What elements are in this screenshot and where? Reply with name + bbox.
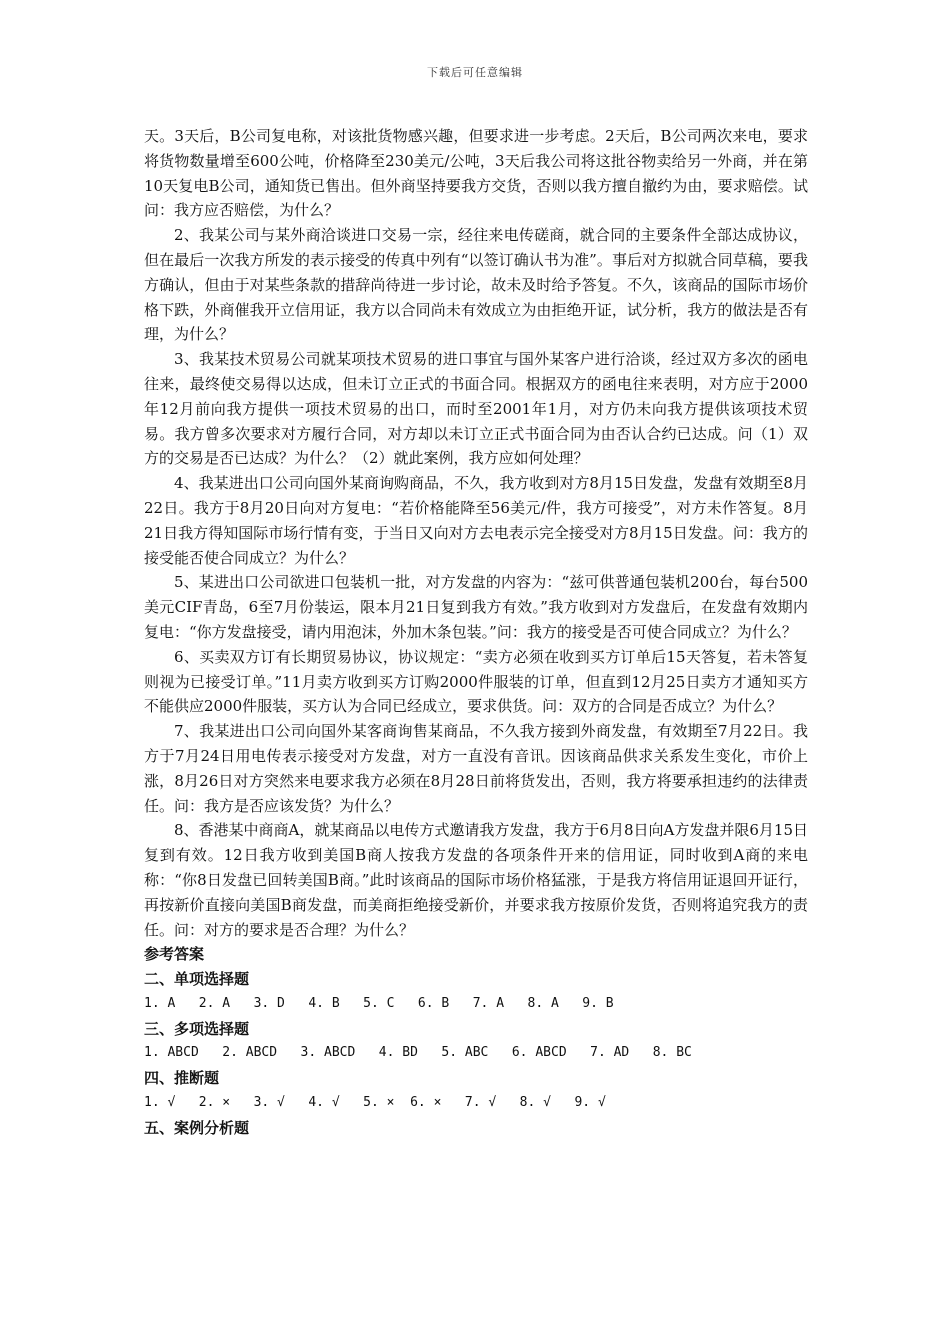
case-paragraph-3: 3、我某技术贸易公司就某项技术贸易的进口事宜与国外某客户进行洽谈，经过双方多次的函电往来，最终使交易得以达成，但未订立正式的书面合同。根据双方的函电往来表明，对方应于2000年12月前向我方提供一项技术贸易的出口，而时至2001年1月，对方仍未向我方提供该项技术贸易。我方曾多次要求对方履行合同，对方却以未订立正式书面合同为由否认合约已达成。问（1）双方的交易是否已达成？为什么？（2）就此案例，我方应如何处理？ (144, 350, 808, 468)
page-header: 下载后可任意编辑 (427, 66, 523, 79)
section-heading-multiple-choice: 三、多项选择题 (144, 1019, 250, 1038)
answers-single-choice: 1. A 2. A 3. D 4. B 5. C 6. B 7. A 8. A 9. B (144, 995, 614, 1011)
answer-key-title: 参考答案 (144, 945, 205, 964)
case-paragraph-4: 4、我某进出口公司向国外某商询购商品，不久，我方收到对方8月15日发盘，发盘有效期至8月22日。我方于8月20日向对方复电：“若价格能降至56美元/件，我方可接受”，对方未作答复。8月21日我方得知国际市场行情有变，于当日又向对方去电表示完全接受对方8月15日发盘。问：我方的接受能否使合同成立？为什么？ (144, 474, 808, 567)
section-heading-true-false: 四、推断题 (144, 1069, 220, 1088)
case-paragraph-continued: 天。3天后，B公司复电称，对该批货物感兴趣，但要求进一步考虑。2天后，B公司两次来电，要求将货物数量增至600公吨，价格降至230美元/公吨，3天后我公司将这批谷物卖给另一外商，并在第10天复电B公司，通知货已售出。但外商坚持要我方交货，否则以我方擅自撤约为由，要求赔偿。试问：我方应否赔偿，为什么？ (144, 127, 808, 220)
case-paragraph-7: 7、我某进出口公司向国外某客商询售某商品，不久我方接到外商发盘，有效期至7月22日。我方于7月24日用电传表示接受对方发盘，对方一直没有音讯。因该商品供求关系发生变化，市价上涨，8月26日对方突然来电要求我方必须在8月28日前将货发出，否则，我方将要承担违约的法律责任。问：我方是否应该发货？为什么？ (144, 722, 808, 815)
case-paragraph-5: 5、某进出口公司欲进口包装机一批，对方发盘的内容为：“兹可供普通包装机200台，每台500美元CIF青岛，6至7月份装运，限本月21日复到我方有效。”我方收到对方发盘后，在发盘有效期内复电：“你方发盘接受，请内用泡沫，外加木条包装。”问：我方的接受是否可使合同成立？为什么？ (144, 573, 808, 641)
section-heading-case-analysis: 五、案例分析题 (144, 1118, 250, 1137)
case-paragraph-6: 6、买卖双方订有长期贸易协议，协议规定：“卖方必须在收到买方订单后15天答复，若未答复则视为已接受订单。”11月卖方收到买方订购2000件服装的订单，但直到12月25日卖方才通知买方不能供应2000件服装，买方认为合同已经成立，要求供货。问：双方的合同是否成立？为什么？ (144, 647, 808, 716)
section-heading-single-choice: 二、单项选择题 (144, 970, 250, 989)
document-body (144, 124, 808, 1141)
answers-multiple-choice: 1. ABCD 2. ABCD 3. ABCD 4. BD 5. ABC 6. ABCD 7. AD 8. BC (144, 1045, 692, 1061)
case-paragraph-8: 8、香港某中商商A，就某商品以电传方式邀请我方发盘，我方于6月8日向A方发盘并限6月15日复到有效。12日我方收到美国B商人按我方发盘的各项条件开来的信用证，同时收到A商的来电称：“你8日发盘已回转美国B商。”此时该商品的国际市场价格猛涨，于是我方将信用证退回开证行，再按新价直接向美国B商发盘，而美商拒绝接受新价，并要求我方按原价发货，否则将追究我方的责任。问：对方的要求是否合理？为什么？ (144, 821, 808, 939)
case-paragraph-2: 2、我某公司与某外商洽谈进口交易一宗，经往来电传磋商，就合同的主要条件全部达成协议，但在最后一次我方所发的表示接受的传真中列有“以签订确认书为准”。事后对方拟就合同草稿，要我方确认，但由于对某些条款的措辞尚待进一步讨论，故未及时给予答复。不久，该商品的国际市场价格下跌，外商催我开立信用证，我方以合同尚未有效成立为由拒绝开证，试分析，我方的做法是否有理，为什么？ (144, 226, 808, 344)
answers-true-false: 1. √ 2. × 3. √ 4. √ 5. × 6. × 7. √ 8. √ 9. √ (144, 1095, 606, 1111)
